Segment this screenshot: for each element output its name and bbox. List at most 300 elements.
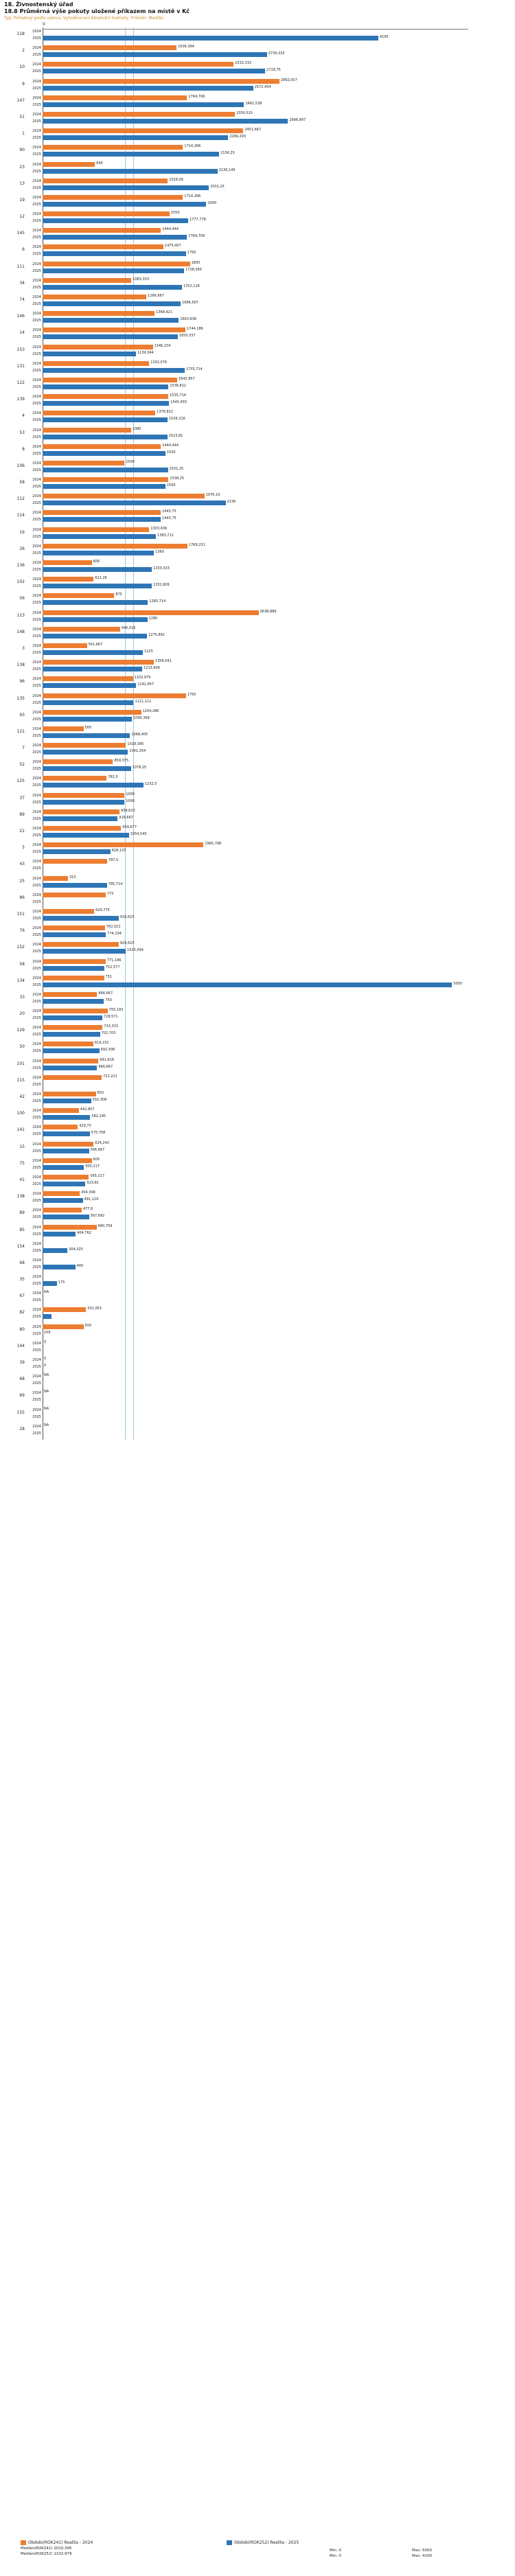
chart-row: [0, 1107, 515, 1123]
chart-row: [0, 1123, 515, 1140]
bar-2024-value: 600: [93, 1157, 100, 1162]
series-label-2025: 2025: [32, 617, 41, 622]
bar-2025: [43, 86, 253, 91]
bar-2024: [43, 826, 121, 831]
bar-2025-value: 2572,454: [254, 84, 271, 89]
category-label: 115: [16, 1077, 25, 1083]
category-label: 136: [16, 563, 25, 568]
series-label-2025: 2025: [32, 1265, 41, 1269]
series-label-2024: 2024: [32, 1109, 41, 1114]
bar-2025: [43, 966, 104, 971]
series-label-2024: 2024: [32, 1258, 41, 1263]
series-label-2025: 2025: [32, 1066, 41, 1070]
chart-row: [0, 1057, 515, 1074]
chart-row: [0, 1273, 515, 1289]
series-label-2024: 2024: [32, 295, 41, 299]
series-label-2025: 2025: [32, 451, 41, 456]
chart-row: [0, 177, 515, 194]
bar-2025: [43, 318, 179, 323]
bar-2025: [43, 69, 265, 73]
bar-2024: [43, 262, 190, 266]
series-label-2025: 2025: [32, 518, 41, 522]
category-label: 35: [19, 1277, 25, 1283]
bar-2025: [43, 185, 209, 190]
chart-row: [0, 1256, 515, 1273]
bar-2025: [43, 517, 161, 522]
series-label-2025: 2025: [32, 1348, 41, 1353]
bar-2024-value: 939,623: [121, 808, 135, 813]
series-label-2024: 2024: [32, 744, 41, 748]
bar-2024-value: 0: [44, 1357, 47, 1361]
bar-2024-value: 762,021: [106, 925, 121, 930]
category-label: 5: [22, 845, 25, 851]
bar-2025: [43, 268, 184, 273]
series-label-2024: 2024: [32, 1241, 41, 1246]
bar-2025-value: 175: [58, 1280, 65, 1285]
category-label: 153: [16, 347, 25, 352]
bar-2024-value: 1083,333: [133, 277, 150, 281]
series-label-2024: 2024: [32, 1175, 41, 1180]
bar-2025: [43, 1314, 52, 1319]
series-label-2024: 2024: [32, 943, 41, 947]
series-label-2024: 2024: [32, 777, 41, 781]
bar-2025-value: 1225: [144, 649, 153, 654]
bar-2025-value: 1728,395: [185, 267, 202, 272]
bar-2024: [43, 1324, 84, 1329]
bar-2025: [43, 102, 244, 107]
series-label-2024: 2024: [32, 827, 41, 831]
series-label-2024: 2024: [32, 561, 41, 565]
bar-2024: [43, 1009, 108, 1013]
bar-2025-value: 752,577: [105, 965, 120, 969]
bar-2025: [43, 1281, 57, 1286]
bar-2024-value: 2892,057: [280, 78, 297, 82]
bar-2024-value: 1204,286: [142, 709, 159, 713]
series-label-2025: 2025: [32, 468, 41, 472]
bar-2024: [43, 179, 168, 183]
bar-2025: [43, 468, 168, 472]
bar-2024: [43, 494, 205, 498]
bar-2025: [43, 584, 152, 588]
bar-2024-value: 722,222: [103, 1074, 117, 1079]
bar-2024-value: NA: [44, 1290, 49, 1295]
bar-2025: [43, 816, 117, 821]
category-label: 1: [22, 131, 25, 137]
legend-max-2024: Max: 5000: [412, 2549, 432, 2553]
category-label: 4: [22, 413, 25, 419]
bar-2024: [43, 510, 161, 515]
series-label-2025: 2025: [32, 1082, 41, 1087]
category-label: 37: [19, 795, 25, 801]
category-label: 111: [16, 264, 25, 269]
chart-row: [0, 492, 515, 509]
series-label-2025: 2025: [32, 319, 41, 323]
bar-2025-value: 1068,405: [131, 732, 148, 737]
series-label-2024: 2024: [32, 1275, 41, 1280]
category-label: 14: [19, 330, 25, 336]
bar-2024: [43, 1307, 86, 1312]
bar-2024-value: 772: [107, 891, 114, 896]
bar-2025-value: 1500: [166, 483, 176, 488]
series-label-2024: 2024: [32, 1158, 41, 1163]
category-label: 26: [19, 546, 25, 551]
bar-2025: [43, 883, 107, 888]
bar-2024-value: 1965,798: [205, 842, 222, 847]
bar-2025: [43, 1215, 89, 1219]
category-label: 118: [16, 32, 25, 36]
bar-2024-value: 1376,812: [157, 410, 174, 415]
series-label-2024: 2024: [32, 726, 41, 731]
bar-2025: [43, 650, 143, 655]
bar-2025: [43, 119, 288, 124]
category-label: 152: [16, 945, 25, 950]
bar-2025: [43, 235, 187, 240]
series-label-2024: 2024: [32, 760, 41, 765]
bar-2024-value: 531,053: [87, 1307, 102, 1311]
category-label: 147: [16, 97, 25, 103]
bar-2024: [43, 1175, 89, 1180]
series-label-2025: 2025: [32, 1331, 41, 1336]
bar-2024: [43, 327, 185, 332]
series-label-2025: 2025: [32, 285, 41, 290]
series-label-2025: 2025: [32, 501, 41, 506]
chart-row: [0, 1240, 515, 1256]
series-label-2025: 2025: [32, 152, 41, 157]
bar-2024: [43, 876, 68, 881]
bar-2025-value: 1332,609: [152, 583, 170, 588]
bar-2025-value: 2739,333: [268, 51, 285, 56]
chart-row: [0, 808, 515, 825]
bar-2024-value: 1744,186: [186, 327, 203, 332]
category-label: 58: [19, 961, 25, 967]
series-label-2025: 2025: [32, 302, 41, 306]
series-label-2024: 2024: [32, 893, 41, 897]
category-label: 114: [16, 513, 25, 518]
bar-2025: [43, 1149, 89, 1153]
category-label: 138: [16, 1194, 25, 1199]
bar-2025: [43, 435, 168, 439]
series-label-2024: 2024: [32, 428, 41, 433]
category-label: 85: [19, 1227, 25, 1232]
chart-row: [0, 1007, 515, 1024]
bar-2024-value: 1346,154: [154, 343, 171, 348]
chart-row: [0, 376, 515, 393]
chart-row: [0, 941, 515, 957]
series-label-2024: 2024: [32, 46, 41, 51]
bar-2024-value: 619,231: [94, 1041, 109, 1046]
chart-row: [0, 625, 515, 642]
bar-2025-value: 404,762: [77, 1230, 91, 1235]
bar-2024: [43, 759, 113, 764]
bar-2025: [43, 135, 228, 140]
series-label-2025: 2025: [32, 534, 41, 539]
bar-2024: [43, 710, 141, 715]
bar-2024: [43, 195, 183, 200]
chart-row: [0, 924, 515, 941]
bar-2024-value: 2638,889: [260, 609, 277, 614]
series-label-2025: 2025: [32, 1132, 41, 1137]
series-label-2025: 2025: [32, 1232, 41, 1237]
series-label-2025: 2025: [32, 684, 41, 689]
category-label: 67: [19, 1293, 25, 1299]
chart-row: [0, 393, 515, 409]
bar-2025-value: 1139,344: [137, 350, 154, 355]
series-label-2024: 2024: [32, 876, 41, 881]
category-label: 23: [19, 164, 25, 170]
plot-rows: [0, 27, 515, 1439]
bar-2025-value: 567,692: [90, 1214, 105, 1219]
series-label-2025: 2025: [32, 783, 41, 788]
bar-2025: [43, 999, 104, 1004]
bar-2025-value: 702,703: [101, 1031, 116, 1036]
chart-row: [0, 741, 515, 758]
bar-2024: [43, 228, 161, 233]
bar-2025: [43, 501, 226, 505]
chart-row: [0, 111, 515, 127]
series-label-2024: 2024: [32, 328, 41, 333]
category-label: 86: [19, 895, 25, 900]
bar-2025-value: 2136,145: [218, 168, 236, 172]
bar-2024: [43, 627, 120, 632]
category-label: 76: [19, 928, 25, 934]
series-label-2024: 2024: [32, 95, 41, 100]
bar-2025: [43, 1048, 100, 1053]
category-label: 113: [16, 612, 25, 618]
category-label: 51: [19, 114, 25, 119]
chart-row: [0, 575, 515, 592]
series-label-2025: 2025: [32, 601, 41, 606]
chart-row: [0, 293, 515, 310]
chart-row: [0, 692, 515, 709]
bar-2024-value: 1444,444: [162, 227, 179, 232]
bar-2024: [43, 1158, 92, 1163]
category-label: 69: [19, 1393, 25, 1399]
bar-2025-value: 491,119: [84, 1197, 99, 1202]
series-label-2025: 2025: [32, 384, 41, 389]
category-label: 34: [19, 280, 25, 286]
series-label-2025: 2025: [32, 136, 41, 141]
series-label-2024: 2024: [32, 992, 41, 997]
series-label-2024: 2024: [32, 793, 41, 798]
category-label: 90: [19, 148, 25, 153]
bar-2024: [43, 145, 183, 150]
bar-2025-value: 1702,128: [183, 284, 200, 288]
series-label-2025: 2025: [32, 202, 41, 207]
bar-2025: [43, 285, 182, 290]
chart-row: [0, 542, 515, 559]
series-label-2025: 2025: [32, 899, 41, 904]
series-label-2024: 2024: [32, 1125, 41, 1130]
category-label: 131: [16, 363, 25, 369]
chart-row: [0, 310, 515, 326]
category-label: 41: [19, 1177, 25, 1182]
category-label: 96: [19, 679, 25, 685]
bar-2024-value: 1475,407: [164, 244, 181, 249]
series-label-2025: 2025: [32, 634, 41, 639]
chart-row: [0, 194, 515, 210]
series-label-2025: 2025: [32, 418, 41, 423]
chart-row: [0, 526, 515, 542]
chart-row: [0, 991, 515, 1007]
bar-2025-value: 1545,455: [170, 400, 187, 405]
category-label: 15: [19, 1144, 25, 1149]
series-label-2025: 2025: [32, 850, 41, 855]
legend-item-2024: Obdobi(ROK241) Realita - 2024: [21, 2540, 93, 2545]
bar-2024: [43, 162, 95, 167]
series-label-2024: 2024: [32, 395, 41, 400]
series-label-2024: 2024: [32, 1059, 41, 1063]
bar-2025-value: 692,308: [100, 1048, 115, 1053]
bar-2025: [43, 551, 154, 555]
category-label: 154: [16, 1243, 25, 1249]
chart-row: [0, 476, 515, 492]
chart-row: [0, 27, 515, 44]
bar-2024: [43, 461, 124, 465]
chart-row: [0, 675, 515, 691]
bar-2024: [43, 743, 126, 748]
bar-2024: [43, 244, 163, 249]
chart-row: [0, 227, 515, 243]
bar-2025-value: 523,81: [87, 1180, 99, 1185]
bar-2024: [43, 1075, 102, 1080]
bar-2024-value: 650: [97, 1091, 104, 1095]
bar-2024: [43, 976, 104, 980]
bar-2025-value: 1531,25: [169, 466, 184, 471]
bar-2025: [43, 1115, 90, 1120]
bar-2025: [43, 1099, 91, 1103]
series-label-2025: 2025: [32, 916, 41, 921]
chart-row: [0, 409, 515, 426]
bar-2024-value: 500: [84, 1323, 92, 1328]
bar-2024-value: 1303,636: [150, 526, 168, 531]
chart-row: [0, 1389, 515, 1405]
bar-2024-value: 429,73: [79, 1124, 91, 1129]
bar-2025-value: 2996,897: [289, 117, 306, 122]
bar-2025: [43, 534, 156, 539]
bar-2024-value: 629,775: [95, 908, 110, 912]
category-label: 68: [19, 1260, 25, 1265]
chart-row: [0, 841, 515, 858]
bar-2024: [43, 1125, 78, 1129]
chart-row: [0, 143, 515, 160]
series-label-2025: 2025: [32, 1414, 41, 1419]
series-label-2024: 2024: [32, 660, 41, 665]
series-label-2024: 2024: [32, 146, 41, 150]
category-label: 101: [16, 1061, 25, 1066]
series-label-2024: 2024: [32, 710, 41, 715]
bar-2024: [43, 1191, 80, 1196]
category-label: 82: [19, 1310, 25, 1315]
series-label-2025: 2025: [32, 1282, 41, 1287]
series-label-2025: 2025: [32, 717, 41, 722]
series-label-2025: 2025: [32, 866, 41, 871]
bar-2024-value: 859,375: [114, 759, 129, 763]
category-label: 80: [19, 1326, 25, 1332]
bar-2024-value: 1714,286: [184, 194, 201, 198]
chart-row: [0, 1323, 515, 1339]
series-label-2025: 2025: [32, 1016, 41, 1021]
series-label-2024: 2024: [32, 1075, 41, 1080]
series-label-2025: 2025: [32, 700, 41, 705]
chart-row: [0, 958, 515, 974]
bar-2024: [43, 842, 203, 847]
bar-2025-value: 929,625: [119, 915, 135, 919]
series-label-2025: 2025: [32, 119, 41, 124]
series-label-2024: 2024: [32, 627, 41, 632]
category-label: 100: [16, 1111, 25, 1116]
bar-2024: [43, 560, 92, 565]
bar-2025: [43, 567, 152, 572]
bar-2025-value: 1000: [126, 798, 135, 803]
series-label-2024: 2024: [32, 1026, 41, 1031]
legend-median-2024: Medián(ROK241) 1010,395: [21, 2546, 72, 2551]
bar-2025: [43, 949, 126, 954]
chart-row: [0, 709, 515, 725]
series-label-2024: 2024: [32, 594, 41, 599]
bar-2025: [43, 301, 181, 306]
category-label: 146: [16, 314, 25, 319]
bar-2024-value: 500: [84, 725, 92, 730]
bar-2024: [43, 776, 106, 781]
bar-2025: [43, 634, 147, 639]
bar-2024-value: 875: [115, 593, 122, 597]
category-label: 6: [22, 247, 25, 253]
bar-2024: [43, 660, 154, 665]
chart-row: [0, 825, 515, 841]
bar-2025: [43, 484, 165, 489]
series-label-2025: 2025: [32, 1049, 41, 1054]
category-label: 139: [16, 397, 25, 402]
bar-2024: [43, 128, 243, 133]
bar-2025: [43, 451, 165, 456]
series-label-2025: 2025: [32, 584, 41, 589]
series-label-2024: 2024: [32, 229, 41, 233]
bar-2025-value: 566,667: [90, 1147, 105, 1152]
category-label: 141: [16, 1127, 25, 1133]
series-label-2024: 2024: [32, 1424, 41, 1429]
series-label-2025: 2025: [32, 368, 41, 373]
bar-2025: [43, 617, 148, 622]
chart-row: [0, 78, 515, 94]
category-label: 25: [19, 878, 25, 884]
legend-max-2025: Max: 4100: [412, 2554, 432, 2558]
category-label: 144: [16, 1343, 25, 1348]
series-label-2024: 2024: [32, 361, 41, 366]
bar-2024-value: 959,677: [122, 825, 137, 829]
category-label: 112: [16, 496, 25, 502]
series-label-2024: 2024: [32, 494, 41, 499]
series-label-2024: 2024: [32, 1092, 41, 1096]
chart-row: [0, 1423, 515, 1439]
bar-2024-value: 1444,444: [162, 443, 179, 448]
bar-2025: [43, 1232, 76, 1237]
bar-2025: [43, 218, 188, 223]
bar-2024-value: 681,818: [100, 1057, 114, 1062]
series-label-2024: 2024: [32, 461, 41, 465]
category-label: 89: [19, 812, 25, 817]
category-label: 53: [19, 430, 25, 435]
bar-2025: [43, 982, 452, 987]
series-label-2025: 2025: [32, 667, 41, 672]
bar-2024-value: 782,5: [108, 775, 118, 780]
bar-2024: [43, 610, 259, 615]
bar-2025-value: 505,217: [85, 1164, 100, 1169]
series-label-2025: 2025: [32, 252, 41, 257]
bar-2025-value: 1686,567: [182, 301, 198, 305]
bar-2024: [43, 378, 177, 382]
chart-row: [0, 1356, 515, 1372]
bar-2024-value: 624,242: [95, 1140, 110, 1145]
